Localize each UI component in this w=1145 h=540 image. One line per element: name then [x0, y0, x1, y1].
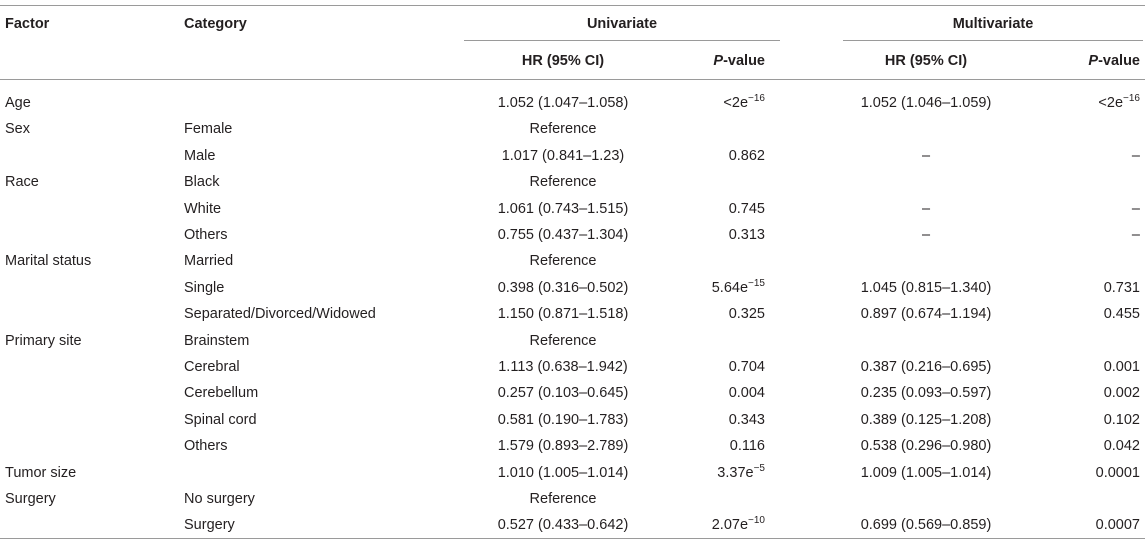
cell-uni-hr: 1.150 (0.871–1.518) — [497, 306, 629, 322]
cell-category: Separated/Divorced/Widowed — [184, 306, 376, 322]
cell-uni-hr: 0.257 (0.103–0.645) — [497, 385, 629, 401]
header-multivariate: Multivariate — [952, 16, 1034, 32]
cell-category: Married — [184, 253, 234, 269]
cell-uni-p: 0.745 — [728, 201, 765, 217]
cell-factor: Tumor size — [5, 465, 77, 481]
cell-category: Brainstem — [184, 333, 250, 349]
header-category: Category — [184, 16, 247, 32]
cell-uni-p: 0.343 — [728, 412, 765, 428]
cell-multi-p: 0.002 — [1103, 385, 1140, 401]
cell-factor: Surgery — [5, 491, 56, 507]
cell-uni-p: $<2e^{-16}$ — [723, 93, 765, 111]
cell-category: White — [184, 201, 222, 217]
cell-multi-p: 0.042 — [1103, 438, 1140, 454]
cell-uni-p: 0.313 — [728, 227, 765, 243]
cell-multi-hr: 1.045 (0.815–1.340) — [860, 280, 992, 296]
cell-factor: Race — [5, 174, 39, 190]
cell-uni-p: $5.64e^{-15}$ — [711, 278, 765, 296]
cell-category: Others — [184, 438, 228, 454]
cell-category: Single — [184, 280, 225, 296]
exponent: −10 — [748, 515, 765, 527]
cell-multi-hr: – — [921, 227, 931, 243]
cell-uni-hr: 0.755 (0.437–1.304) — [497, 227, 629, 243]
cell-uni-hr: 0.581 (0.190–1.783) — [497, 412, 629, 428]
cell-multi-hr: – — [921, 201, 931, 217]
header-uni-hr: HR (95% CI) — [521, 53, 605, 69]
cell-uni-hr: Reference — [529, 174, 597, 190]
header-multi-hr: HR (95% CI) — [884, 53, 968, 69]
cell-multi-p: 0.001 — [1103, 359, 1140, 375]
cell-uni-p: $3.37e^{-5}$ — [717, 463, 765, 481]
cell-multi-hr: 0.387 (0.216–0.695) — [860, 359, 992, 375]
cell-multi-hr: 0.235 (0.093–0.597) — [860, 385, 992, 401]
header-factor: Factor — [5, 16, 50, 32]
cell-category: Cerebellum — [184, 385, 259, 401]
cell-uni-p: $2.07e^{-10}$ — [711, 515, 765, 533]
cell-uni-p: 0.325 — [728, 306, 765, 322]
top-rule — [0, 5, 1145, 6]
cell-uni-hr: 0.398 (0.316–0.502) — [497, 280, 629, 296]
cell-category: Male — [184, 148, 216, 164]
cell-factor: Sex — [5, 121, 30, 137]
exponent: −16 — [748, 93, 765, 105]
cell-multi-hr: 0.538 (0.296–0.980) — [860, 438, 992, 454]
cell-uni-hr: 1.579 (0.893–2.789) — [497, 438, 629, 454]
cell-multi-p: $<2e^{-16}$ — [1098, 93, 1140, 111]
cell-multi-p: – — [1131, 148, 1140, 164]
bottom-rule — [0, 538, 1145, 539]
cell-category: No surgery — [184, 491, 255, 507]
cell-factor: Age — [5, 95, 31, 111]
exponent: −16 — [1123, 93, 1140, 105]
cell-multi-hr: 1.052 (1.046–1.059) — [860, 95, 992, 111]
header-rule — [0, 79, 1145, 80]
cell-uni-hr: Reference — [529, 121, 597, 137]
cell-multi-hr: 0.389 (0.125–1.208) — [860, 412, 992, 428]
header-univariate: Univariate — [586, 16, 658, 32]
cell-uni-hr: 1.052 (1.047–1.058) — [497, 95, 629, 111]
multivariate-rule — [843, 40, 1143, 41]
cell-uni-p: 0.004 — [728, 385, 765, 401]
exponent: −15 — [748, 278, 765, 290]
cell-category: Others — [184, 227, 228, 243]
cell-multi-p: 0.102 — [1103, 412, 1140, 428]
cell-category: Surgery — [184, 517, 235, 533]
cell-uni-hr: Reference — [529, 253, 597, 269]
cell-multi-hr: 0.699 (0.569–0.859) — [860, 517, 992, 533]
exponent: −5 — [753, 463, 765, 475]
cell-multi-p: 0.731 — [1103, 280, 1140, 296]
cell-multi-hr: 1.009 (1.005–1.014) — [860, 465, 992, 481]
cell-factor: Marital status — [5, 253, 92, 269]
cell-multi-p: 0.0001 — [1095, 465, 1140, 481]
cell-uni-hr: 1.113 (0.638–1.942) — [498, 359, 628, 375]
cell-uni-hr: 1.017 (0.841–1.23) — [501, 148, 625, 164]
cell-uni-hr: Reference — [529, 333, 597, 349]
cell-uni-hr: 1.061 (0.743–1.515) — [497, 201, 629, 217]
header-uni-p: P-value — [713, 53, 765, 69]
cell-uni-p: 0.862 — [728, 148, 765, 164]
cell-uni-hr: 1.010 (1.005–1.014) — [497, 465, 629, 481]
cell-multi-hr: – — [921, 148, 931, 164]
cell-category: Spinal cord — [184, 412, 257, 428]
cell-multi-p: 0.455 — [1103, 306, 1140, 322]
cell-multi-p: 0.0007 — [1095, 517, 1140, 533]
cell-uni-p: 0.704 — [728, 359, 765, 375]
cell-uni-p: 0.116 — [729, 438, 765, 454]
univariate-rule — [464, 40, 780, 41]
cell-category: Female — [184, 121, 233, 137]
cell-category: Cerebral — [184, 359, 240, 375]
cell-uni-hr: Reference — [529, 491, 597, 507]
cell-multi-hr: 0.897 (0.674–1.194) — [860, 306, 992, 322]
cell-uni-hr: 0.527 (0.433–0.642) — [497, 517, 629, 533]
header-multi-p: P-value — [1088, 53, 1140, 69]
cell-multi-p: – — [1131, 227, 1140, 243]
cell-factor: Primary site — [5, 333, 82, 349]
cell-category: Black — [184, 174, 220, 190]
cell-multi-p: – — [1131, 201, 1140, 217]
